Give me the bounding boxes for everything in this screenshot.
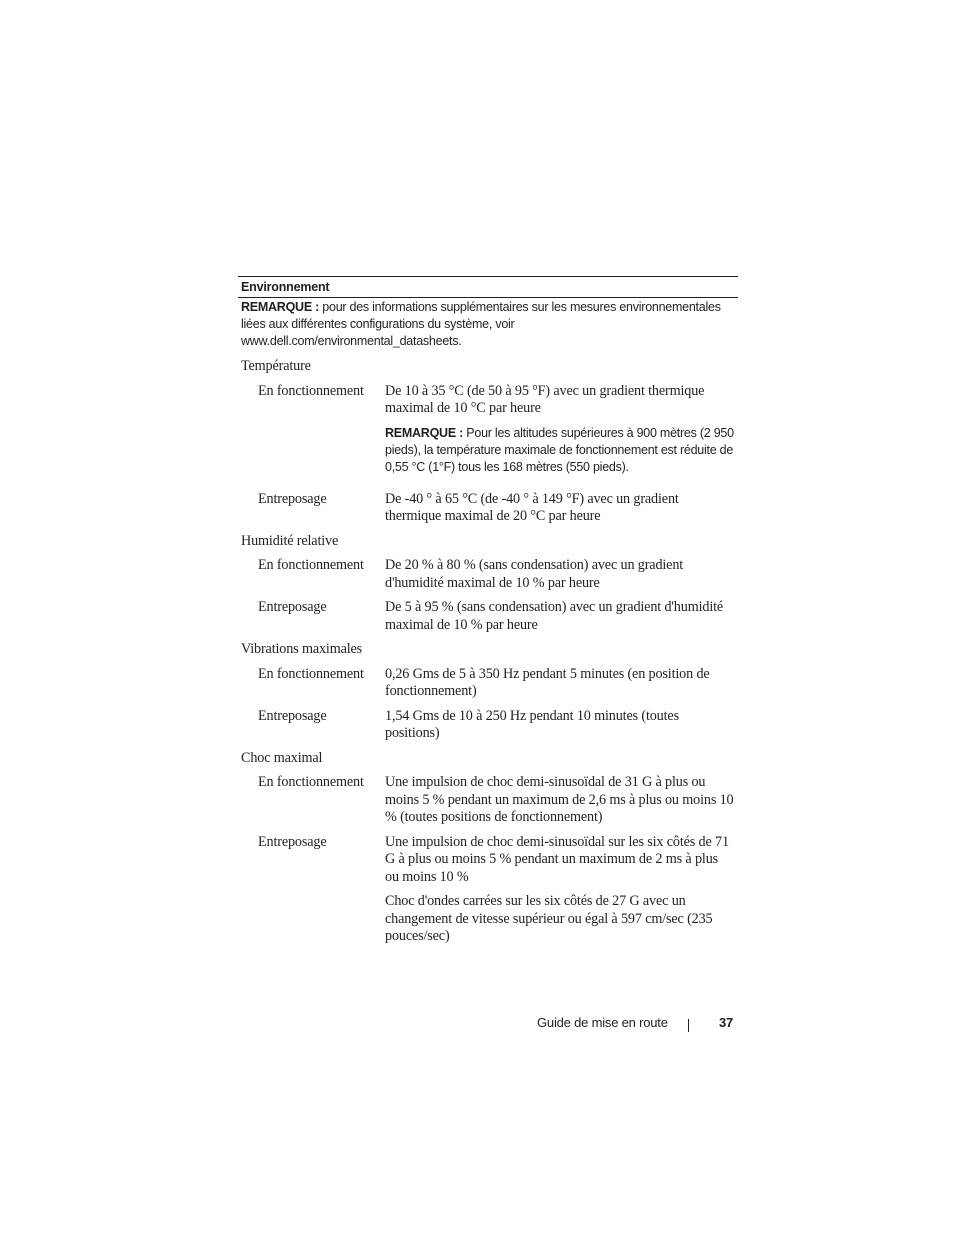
row-label: Entreposage bbox=[258, 490, 327, 507]
note-label: REMARQUE : bbox=[385, 425, 464, 440]
footer-separator bbox=[688, 1019, 689, 1032]
row-label: En fonctionnement bbox=[258, 665, 364, 682]
note-label: REMARQUE : bbox=[241, 300, 320, 314]
row-value: Une impulsion de choc demi-sinusoïdal de 31 G à plus ou moins 5 % pendant un maximum de 2,6 ms à plus ou moins 10 % (toutes positions de fonctionnement) bbox=[385, 774, 734, 825]
row-label: En fonctionnement bbox=[258, 774, 364, 790]
spec-row bbox=[238, 708, 738, 743]
spec-row bbox=[238, 557, 738, 592]
spec-row bbox=[238, 491, 738, 526]
spec-row bbox=[238, 383, 738, 484]
page-number: 37 bbox=[719, 1015, 734, 1030]
category-title: Humidité relative bbox=[241, 532, 339, 549]
row-value-extra: Choc d'ondes carrées sur les six côtés de 27 G avec un changement de vitesse supérieur ou égal à 597 cm/sec (235 pouces/sec) bbox=[385, 893, 713, 944]
environment-table bbox=[238, 276, 738, 953]
row-value: De -40 ° à 65 °C (de -40 ° à 149 °F) avec un gradient thermique maximal de 20 °C par heure bbox=[385, 490, 679, 524]
section-title: Environnement bbox=[238, 277, 738, 298]
row-value: 0,26 Gms de 5 à 350 Hz pendant 5 minutes (en position de fonctionnement) bbox=[385, 665, 710, 699]
spec-row bbox=[238, 774, 738, 827]
note-text: Pour les altitudes supérieures à 900 mètres (2 950 pieds), la température maximale de fonctionnement est réduite de 0,55 °C (1°F) tous les 168 mètres (550 pieds). bbox=[385, 425, 734, 474]
row-label: Entreposage bbox=[258, 833, 327, 850]
row-value: De 10 à 35 °C (de 50 à 95 °F) avec un gradient thermique maximal de 10 °C par heure bbox=[385, 382, 705, 416]
row-label: En fonctionnement bbox=[258, 382, 364, 399]
row-label: En fonctionnement bbox=[258, 557, 364, 573]
row-value-cell bbox=[385, 383, 735, 484]
row-value: De 20 % à 80 % (sans condensation) avec un gradient d'humidité maximal de 10 % par heure bbox=[385, 557, 684, 591]
note-end: . bbox=[458, 334, 462, 348]
temperature-note bbox=[385, 424, 735, 476]
spec-row bbox=[238, 666, 738, 701]
category-title: Vibrations maximales bbox=[241, 641, 363, 657]
row-value: De 5 à 95 % (sans condensation) avec un gradient d'humidité maximal de 10 % par heure bbox=[385, 599, 724, 633]
footer-title: Guide de mise en route bbox=[537, 1015, 668, 1030]
spec-row bbox=[238, 834, 738, 946]
row-value: Une impulsion de choc demi-sinusoïdal sur les six côtés de 71 G à plus ou moins 5 % pendant un maximum de 2 ms à plus ou moins 10 % bbox=[385, 833, 729, 885]
remarque-note bbox=[238, 298, 738, 350]
category-title: Choc maximal bbox=[241, 749, 323, 766]
datasheets-link[interactable]: www.dell.com/environmental_datasheets bbox=[241, 334, 459, 348]
row-value-cell bbox=[385, 834, 735, 946]
row-value: 1,54 Gms de 10 à 250 Hz pendant 10 minutes (toutes positions) bbox=[385, 707, 679, 741]
row-label: Entreposage bbox=[258, 707, 327, 724]
category-title: Température bbox=[241, 358, 311, 374]
row-label: Entreposage bbox=[258, 599, 327, 615]
note-text: pour des informations supplémentaires sur les mesures environnementales liées aux différentes configurations du système, voir bbox=[241, 300, 721, 331]
spec-row bbox=[238, 599, 738, 634]
